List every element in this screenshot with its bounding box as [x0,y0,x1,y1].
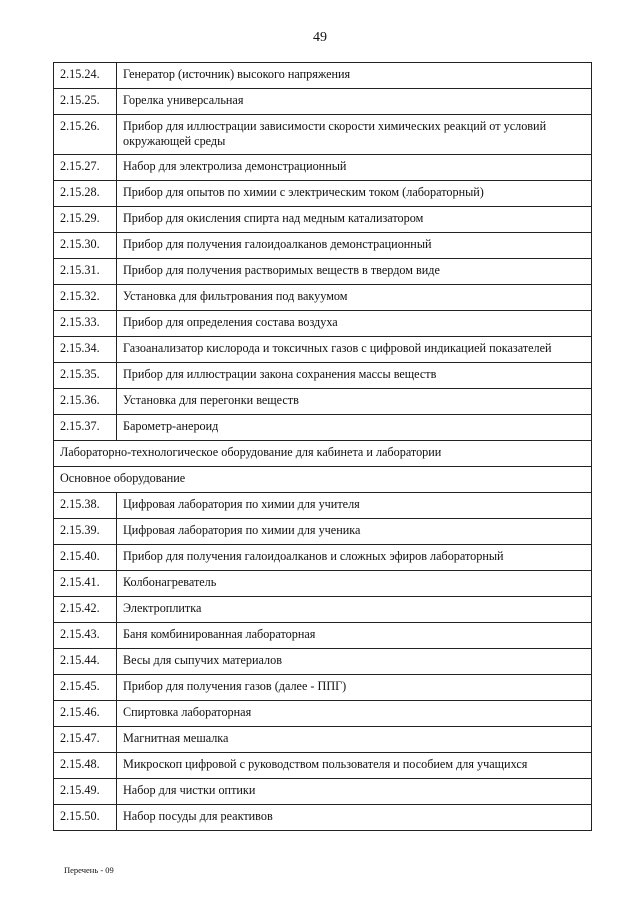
item-name: Прибор для определения состава воздуха [117,311,592,337]
section-header: Основное оборудование [54,467,592,493]
item-name: Прибор для иллюстрации закона сохранения массы веществ [117,363,592,389]
item-number: 2.15.35. [54,363,117,389]
item-number: 2.15.24. [54,63,117,89]
item-number: 2.15.32. [54,285,117,311]
table-row [54,115,592,155]
item-name: Прибор для получения растворимых веществ в твердом виде [117,259,592,285]
table-row [54,311,592,337]
item-number: 2.15.41. [54,571,117,597]
item-name: Установка для фильтрования под вакуумом [117,285,592,311]
item-number: 2.15.30. [54,233,117,259]
item-name: Установка для перегонки веществ [117,389,592,415]
item-name: Газоанализатор кислорода и токсичных газов с цифровой индикацией показателей [117,337,592,363]
footer-label: Перечень - 09 [64,865,114,875]
table-row [54,623,592,649]
table-row [54,259,592,285]
table-row [54,389,592,415]
item-number: 2.15.28. [54,181,117,207]
item-number: 2.15.43. [54,623,117,649]
item-number: 2.15.27. [54,155,117,181]
equipment-table [53,62,592,831]
table-row [54,727,592,753]
item-name: Микроскоп цифровой с руководством пользователя и пособием для учащихся [117,753,592,779]
table-row [54,805,592,831]
section-header-row [54,467,592,493]
item-number: 2.15.40. [54,545,117,571]
table-row [54,597,592,623]
item-number: 2.15.39. [54,519,117,545]
item-name: Прибор для окисления спирта над медным катализатором [117,207,592,233]
item-number: 2.15.44. [54,649,117,675]
table-row [54,753,592,779]
item-number: 2.15.25. [54,89,117,115]
item-name: Горелка универсальная [117,89,592,115]
item-number: 2.15.42. [54,597,117,623]
item-name: Набор для чистки оптики [117,779,592,805]
table-row [54,233,592,259]
table-row [54,207,592,233]
table-row [54,519,592,545]
table-row [54,415,592,441]
table-row [54,89,592,115]
item-name: Электроплитка [117,597,592,623]
item-number: 2.15.33. [54,311,117,337]
item-name: Баня комбинированная лабораторная [117,623,592,649]
item-name: Цифровая лаборатория по химии для ученика [117,519,592,545]
item-number: 2.15.36. [54,389,117,415]
item-name: Генератор (источник) высокого напряжения [117,63,592,89]
item-number: 2.15.34. [54,337,117,363]
item-number: 2.15.50. [54,805,117,831]
item-name: Барометр-анероид [117,415,592,441]
item-name: Спиртовка лабораторная [117,701,592,727]
table-row [54,63,592,89]
table-row [54,493,592,519]
table-row [54,649,592,675]
item-name: Весы для сыпучих материалов [117,649,592,675]
item-number: 2.15.48. [54,753,117,779]
item-name: Прибор для опытов по химии с электрическим током (лабораторный) [117,181,592,207]
item-name: Набор для электролиза демонстрационный [117,155,592,181]
page-number: 49 [313,30,327,45]
table-row [54,155,592,181]
item-name: Цифровая лаборатория по химии для учителя [117,493,592,519]
item-number: 2.15.38. [54,493,117,519]
table-row [54,675,592,701]
item-number: 2.15.37. [54,415,117,441]
item-number: 2.15.46. [54,701,117,727]
item-name: Прибор для получения газов (далее - ППГ) [117,675,592,701]
item-name: Прибор для иллюстрации зависимости скорости химических реакций от условий окружающей среды [117,115,592,155]
table-row [54,571,592,597]
item-number: 2.15.49. [54,779,117,805]
table-row [54,337,592,363]
table-row [54,701,592,727]
item-number: 2.15.47. [54,727,117,753]
item-name: Прибор для получения галоидоалканов и сложных эфиров лабораторный [117,545,592,571]
item-name: Набор посуды для реактивов [117,805,592,831]
equipment-table-body [54,63,592,831]
item-number: 2.15.26. [54,115,117,155]
table-row [54,285,592,311]
section-header-row [54,441,592,467]
table-row [54,779,592,805]
table-row [54,363,592,389]
section-header: Лабораторно-технологическое оборудование для кабинета и лаборатории [54,441,592,467]
item-number: 2.15.31. [54,259,117,285]
item-name: Прибор для получения галоидоалканов демонстрационный [117,233,592,259]
item-number: 2.15.29. [54,207,117,233]
item-name: Колбонагреватель [117,571,592,597]
table-row [54,545,592,571]
table-row [54,181,592,207]
item-number: 2.15.45. [54,675,117,701]
item-name: Магнитная мешалка [117,727,592,753]
